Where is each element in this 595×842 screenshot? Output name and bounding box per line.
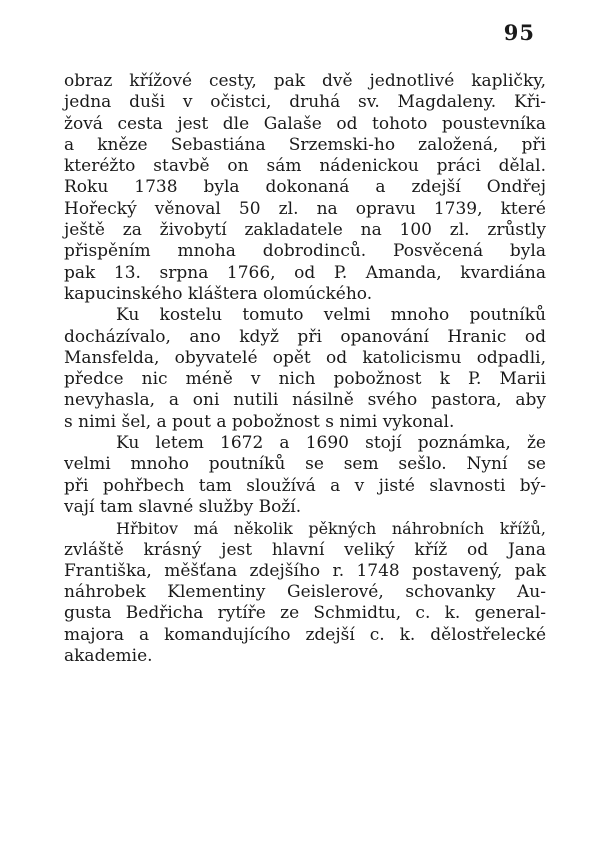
text-line: Hořecký věnoval 50 zl. na opravu 1739, které xyxy=(64,198,546,219)
text-line: přispěním mnoha dobrodinců. Posvěcená byla xyxy=(64,241,546,262)
text-line: docházívalo, ano když při opanování Hranic od xyxy=(64,326,546,347)
text-line: žová cesta jest dle Galaše od tohoto poustevníka xyxy=(64,113,546,134)
text-line: velmi mnoho poutníků se sem sešlo. Nyní se xyxy=(64,454,546,475)
text-line: předce nic méně v nich pobožnost k P. Marii xyxy=(64,369,546,390)
paragraph xyxy=(64,71,546,305)
text-line: Ku kostelu tomuto velmi mnoho poutníků xyxy=(116,305,546,326)
text-line: nevyhasla, a oni nutili násilně svého pastora, aby xyxy=(64,390,546,411)
text-line: Roku 1738 byla dokonaná a zdejší Ondřej xyxy=(64,177,546,198)
text-line: náhrobek Klementiny Geislerové, schovanky Au- xyxy=(64,582,546,603)
text-line: Hřbitov má několik pěkných náhrobních křížů, xyxy=(116,519,546,539)
text-line: s nimi šel, a pout a pobožnost s nimi vykonal. xyxy=(64,411,455,432)
paragraph xyxy=(64,433,546,518)
text-line: majora a komandujícího zdejší c. k. dělostřelecké xyxy=(64,624,546,645)
text-line: kapucinského kláštera olomúckého. xyxy=(64,283,373,304)
text-line: obraz křížové cesty, pak dvě jednotlivé kapličky, xyxy=(64,71,546,91)
page-number: 95 xyxy=(503,20,535,45)
paragraph xyxy=(64,518,546,667)
text-line: Františka, měšťana zdejšího r. 1748 postavený, pak xyxy=(64,560,546,581)
text-line: Ku letem 1672 a 1690 stojí poznámka, že xyxy=(116,433,546,454)
text-line: kteréžto stavbě on sám nádenickou práci dělal. xyxy=(64,156,546,177)
text-line: vají tam slavné služby Boží. xyxy=(64,496,302,517)
text-line: pak 13. srpna 1766, od P. Amanda, kvardiána xyxy=(64,262,546,283)
text-line: ještě za živobytí zakladatele na 100 zl. zrůstly xyxy=(64,220,546,241)
text-line: jedna duši v očistci, druhá sv. Magdaleny. Kři- xyxy=(64,92,546,113)
text-line: gusta Bedřicha rytíře ze Schmidtu, c. k. general- xyxy=(64,603,546,624)
text-line: Mansfelda, obyvatelé opět od katolicismu odpadli, xyxy=(64,347,546,368)
text-line: akademie. xyxy=(64,646,153,667)
text-line: při pohřbech tam sloužívá a v jisté slavnosti bý- xyxy=(64,475,546,496)
text-line: zvláště krásný jest hlavní veliký kříž od Jana xyxy=(64,539,546,560)
text-line: a kněze Sebastiána Srzemski-ho založená, při xyxy=(64,134,546,155)
paragraph xyxy=(64,305,546,433)
body-text xyxy=(64,71,546,667)
